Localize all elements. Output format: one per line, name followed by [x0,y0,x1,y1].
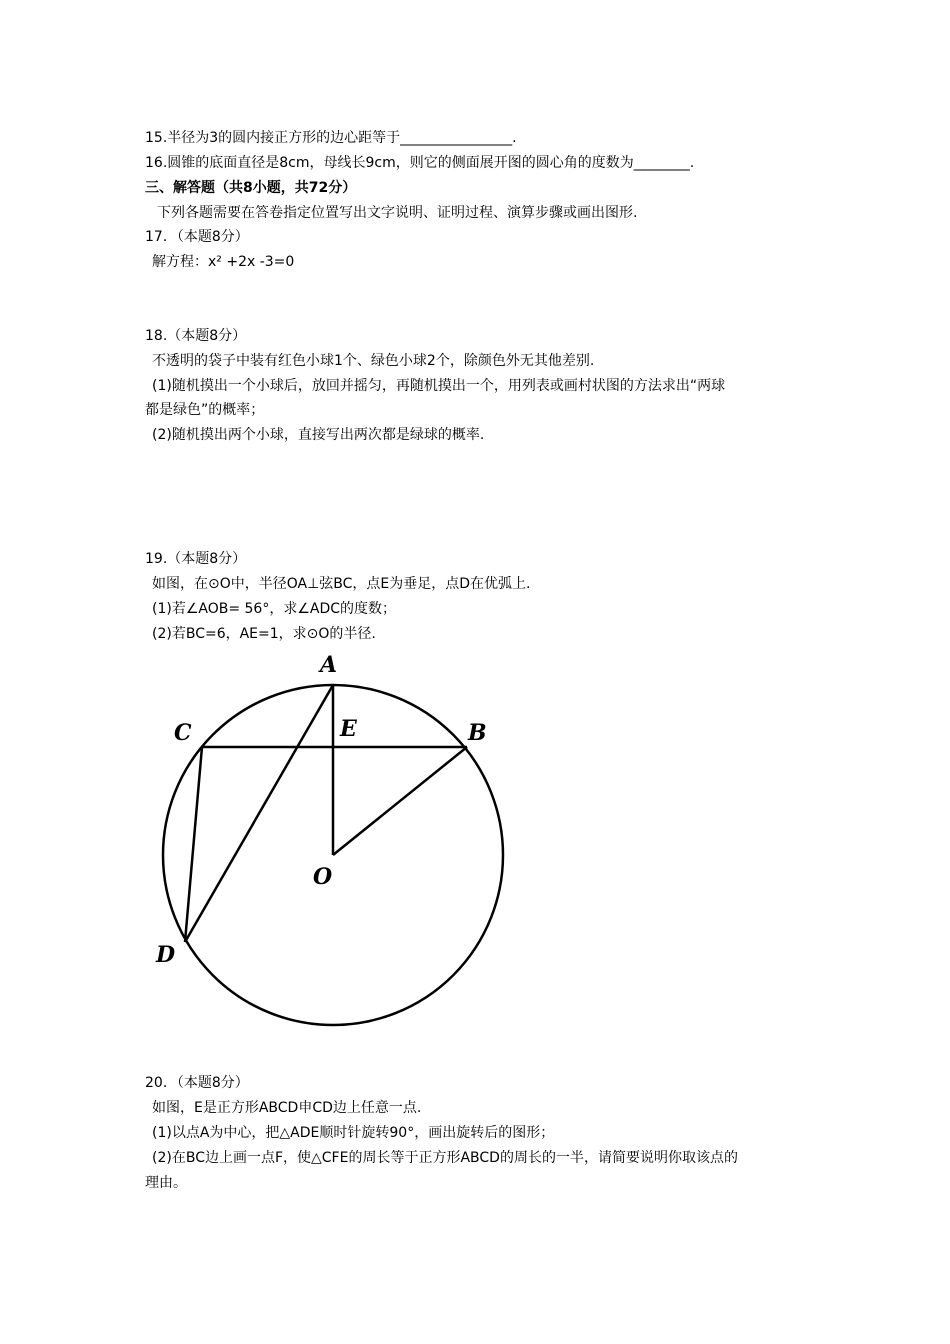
question-20-part2-line1: (2)在BC边上画一点F，使△CFE的周长等于正方形ABCD的周长的一半，请简要说明你取该点的 [152,1150,738,1166]
section-3-instruction: 下列各题需要在答卷指定位置写出文字说明、证明过程、演算步骤或画出图形. [157,205,638,221]
question-20-header: 20．（本题8分） [145,1075,249,1091]
segment-ad [185,685,333,942]
question-20-part2-line2: 理由。 [145,1175,187,1191]
section-3-heading: 三、解答题（共8小题，共72分） [145,180,357,196]
question-18-header: 18.（本题8分） [145,328,247,344]
question-20-intro: 如图，E是正方形ABCD申CD边上任意一点. [152,1100,422,1116]
question-15: 15.半径为3的圆内接正方形的边心距等于________________. [145,130,517,146]
label-e: E [340,716,357,742]
circle-geometry-figure [150,650,520,1030]
question-19-part1: (1)若∠AOB= 56°，求∠ADC的度数； [152,601,397,617]
label-c: C [174,720,192,746]
question-19-intro: 如图，在⊙O中，半径OA⊥弦BC，点E为垂足，点D在优弧上. [152,576,531,592]
question-18-part1-line2: 都是绿色”的概率； [145,402,265,418]
question-18-part1-line1: (1)随机摸出一个小球后，放回并摇匀，再随机摸出一个，用列表或画村状图的方法求出“两球 [152,378,726,394]
segment-cd [185,747,202,942]
question-19-header: 19.（本题8分） [145,551,247,567]
question-18-part2: (2)随机摸出两个小球，直接写出两次都是绿球的概率. [152,427,485,443]
question-17-header: 17．（本题8分） [145,229,249,245]
segment-ob [333,747,467,855]
question-20-part1: (1)以点A为中心，把△ADE顺时针旋转90°，画出旋转后的图形； [152,1125,555,1141]
question-18-intro: 不透明的袋子中装有红色小球1个、绿色小球2个，除颜色外无其他差别. [152,353,595,369]
label-b: B [468,720,487,746]
question-19-part2: (2)若BC=6，AE=1，求⊙O的半径. [152,626,376,642]
question-16: 16.圆锥的底面直径是8cm，母线长9cm，则它的侧面展开图的圆心角的度数为________. [145,155,695,171]
label-a: A [320,652,338,678]
label-d: D [156,942,176,968]
label-o: O [313,864,333,890]
question-17-text: 解方程：x² +2x -3=0 [152,254,295,270]
